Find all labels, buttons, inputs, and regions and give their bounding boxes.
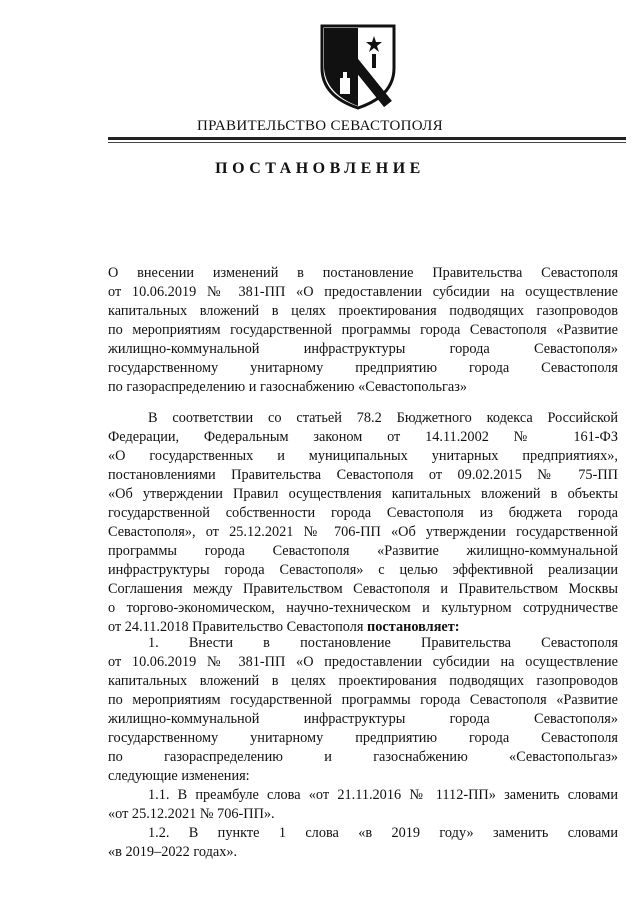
item-1-line: от 10.06.2019 № 381-ПП «О предоставлении субсидии на осуществление: [108, 654, 618, 670]
header-divider-thick: [108, 137, 626, 140]
item-1-line: жилищно-коммунальной инфраструктуры города Севастополя»: [108, 711, 618, 727]
resolves-keyword: постановляет:: [367, 619, 460, 635]
preamble-line: инфраструктуры города Севастополя» с целью эффективной реализации: [108, 562, 618, 578]
title-line: капитальных вложений в целях проектирования подводящих газопроводов: [108, 303, 618, 319]
item-1-line: по газораспределению и газоснабжению «Севастопольгаз»: [108, 749, 618, 765]
item-1-line: по мероприятиям государственной программы города Севастополя «Развитие: [108, 692, 618, 708]
title-line: О внесении изменений в постановление Правительства Севастополя: [108, 265, 618, 281]
item-1-2-line: 1.2. В пункте 1 слова «в 2019 году» заменить словами: [148, 825, 618, 841]
header-divider-thin: [108, 142, 626, 143]
item-1-2-line: «в 2019–2022 годах».: [108, 844, 238, 860]
government-name: ПРАВИТЕЛЬСТВО СЕВАСТОПОЛЯ: [197, 118, 443, 134]
item-1-line: следующие изменения:: [108, 768, 250, 784]
preamble-line: «Об утверждении Правил осуществления капитальных вложений в объекты: [108, 486, 618, 502]
document-type-title: ПОСТАНОВЛЕНИЕ: [215, 160, 425, 177]
sevastopol-coat-of-arms-emblem: [318, 22, 398, 110]
title-line: жилищно-коммунальной инфраструктуры города Севастополя»: [108, 341, 618, 357]
preamble-line: программы города Севастополя «Развитие жилищно-коммунальной: [108, 543, 618, 559]
title-line: от 10.06.2019 № 381-ПП «О предоставлении субсидии на осуществление: [108, 284, 618, 300]
preamble-line: от 24.11.2018 Правительство Севастополя: [108, 619, 364, 635]
item-1-line: 1. Внести в постановление Правительства Севастополя: [148, 635, 618, 651]
preamble-line: В соответствии со статьей 78.2 Бюджетного кодекса Российской: [148, 410, 618, 426]
preamble-line: Федерации, Федеральным законом от 14.11.2002 № 161-ФЗ: [108, 429, 618, 445]
preamble-paragraph: [108, 409, 618, 637]
title-line: по мероприятиям государственной программы города Севастополя «Развитие: [108, 322, 618, 338]
title-line: по газораспределению и газоснабжению «Севастопольгаз»: [108, 379, 468, 395]
resolution-title: [108, 264, 618, 397]
item-1-line: капитальных вложений в целях проектирования подводящих газопроводов: [108, 673, 618, 689]
item-1-paragraph: [108, 634, 618, 786]
item-1-1-line: 1.1. В преамбуле слова «от 21.11.2016 № 1112-ПП» заменить словами: [148, 787, 618, 803]
preamble-line: Севастополя», от 25.12.2021 № 706-ПП «Об утверждении государственной: [108, 524, 618, 540]
preamble-line: «О государственных и муниципальных унитарных предприятиях»,: [108, 448, 618, 464]
item-1-1-line: «от 25.12.2021 № 706-ПП».: [108, 806, 275, 822]
title-line: государственному унитарному предприятию города Севастополя: [108, 360, 618, 376]
preamble-line: государственной собственности города Севастополя из бюджета города: [108, 505, 618, 521]
preamble-line: постановлениями Правительства Севастополя от 09.02.2015 № 75-ПП: [108, 467, 618, 483]
preamble-line: о торгово-экономическом, научно-техническом и культурном сотрудничестве: [108, 600, 618, 616]
preamble-line: Соглашения между Правительством Севастополя и Правительством Москвы: [108, 581, 618, 597]
item-1-2-paragraph: [108, 824, 618, 862]
item-1-line: государственному унитарному предприятию города Севастополя: [108, 730, 618, 746]
item-1-1-paragraph: [108, 786, 618, 824]
